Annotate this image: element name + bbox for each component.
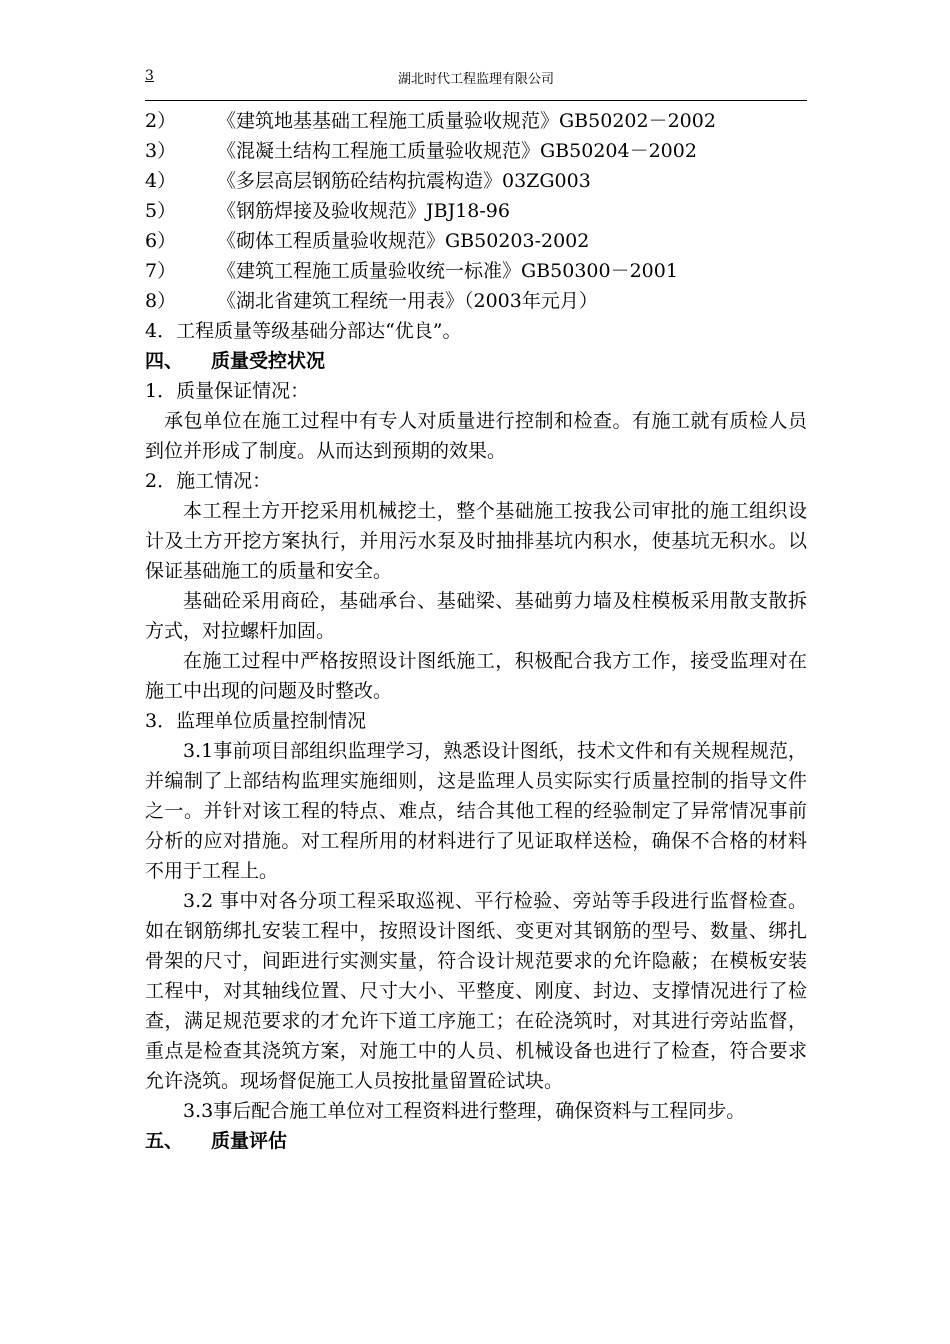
list-item xyxy=(145,136,807,166)
paragraph: 3.2 事中对各分项工程采取巡视、平行检验、旁站等手段进行监督检查。如在钢筋绑扎安装工程中，按照设计图纸、变更对其钢筋的型号、数量、绑扎骨架的尺寸，间距进行实测实量，符合设计规范要求的允许隐蔽；在模板安装工程中，对其轴线位置、尺寸大小、平整度、刚度、封边、支撑情况进行了检查，满足规范要求的才允许下道工序施工；在砼浇筑时，对其进行旁站监督，重点是检查其浇筑方案，对施工中的人员、机械设备也进行了检查，符合要求允许浇筑。现场督促施工人员按批量留置砼试块。 xyxy=(145,890,807,1092)
paragraph: 承包单位在施工过程中有专人对质量进行控制和检查。有施工就有质检人员到位并形成了制度。从而达到预期的效果。 xyxy=(145,410,807,462)
paragraph: 在施工过程中严格按照设计图纸施工，积极配合我方工作，接受监理对在施工中出现的问题及时整改。 xyxy=(145,650,807,702)
page-number: 3 xyxy=(145,68,154,84)
section-heading-quality-assessment xyxy=(145,1126,807,1156)
page-header xyxy=(145,66,807,101)
list-item-number: 6） xyxy=(145,230,177,252)
list-item-text: 《建筑地基基础工程施工质量验收规范》GB50202－2002 xyxy=(217,110,716,132)
standards-list xyxy=(145,106,807,316)
list-item-text: 《砌体工程质量验收规范》GB50203-2002 xyxy=(217,230,590,252)
quality-grade-item: 4．工程质量等级基础分部达“优良”。 xyxy=(145,320,462,342)
subsection-title-quality-assurance: 1．质量保证情况： xyxy=(145,380,310,402)
list-item-text: 《多层高层钢筋砼结构抗震构造》03ZG003 xyxy=(217,170,591,192)
list-item xyxy=(145,166,807,196)
list-item-text: 《混凝土结构工程施工质量验收规范》GB50204－2002 xyxy=(217,140,697,162)
list-item-text: 《湖北省建筑工程统一用表》（2003年元月） xyxy=(217,290,598,312)
paragraph: 基础砼采用商砼，基础承台、基础梁、基础剪力墙及柱模板采用散支散拆方式，对拉螺杆加固。 xyxy=(145,590,807,642)
company-name: 湖北时代工程监理有限公司 xyxy=(397,72,554,87)
section-title: 质量评估 xyxy=(211,1130,288,1152)
list-item-number: 4） xyxy=(145,170,177,192)
paragraph: 3.1事前项目部组织监理学习，熟悉设计图纸，技术文件和有关规程规范，并编制了上部结构监理实施细则，这是监理人员实际实行质量控制的指导文件之一。并针对该工程的特点、难点，结合其他工程的经验制定了异常情况事前分析的应对措施。对工程所用的材料进行了见证取样送检，确保不合格的材料不用于工程上。 xyxy=(145,740,807,882)
list-item-number: 7） xyxy=(145,260,177,282)
paragraph: 本工程土方开挖采用机械挖土，整个基础施工按我公司审批的施工组织设计及土方开挖方案执行，并用污水泵及时抽排基坑内积水，使基坑无积水。以保证基础施工的质量和安全。 xyxy=(145,500,807,582)
subsection-title-construction: 2．施工情况： xyxy=(145,470,272,492)
paragraph: 3.3事后配合施工单位对工程资料进行整理，确保资料与工程同步。 xyxy=(183,1100,746,1122)
list-item-number: 3） xyxy=(145,140,177,162)
list-item-text: 《钢筋焊接及验收规范》JBJ18-96 xyxy=(217,200,510,222)
list-item xyxy=(145,106,807,136)
list-item xyxy=(145,226,807,256)
list-item-number: 5） xyxy=(145,200,177,222)
section-title: 质量受控状况 xyxy=(211,350,326,372)
list-item-number: 8） xyxy=(145,290,177,312)
document-body xyxy=(145,106,807,1156)
section-number: 五、 xyxy=(145,1130,184,1152)
list-item-text: 《建筑工程施工质量验收统一标准》GB50300－2001 xyxy=(217,260,678,282)
section-heading-quality-control xyxy=(145,346,807,376)
list-item xyxy=(145,286,807,316)
section-number: 四、 xyxy=(145,350,184,372)
list-item-number: 2） xyxy=(145,110,177,132)
subsection-title-supervision: 3．监理单位质量控制情况 xyxy=(145,710,367,732)
list-item xyxy=(145,256,807,286)
list-item xyxy=(145,196,807,226)
